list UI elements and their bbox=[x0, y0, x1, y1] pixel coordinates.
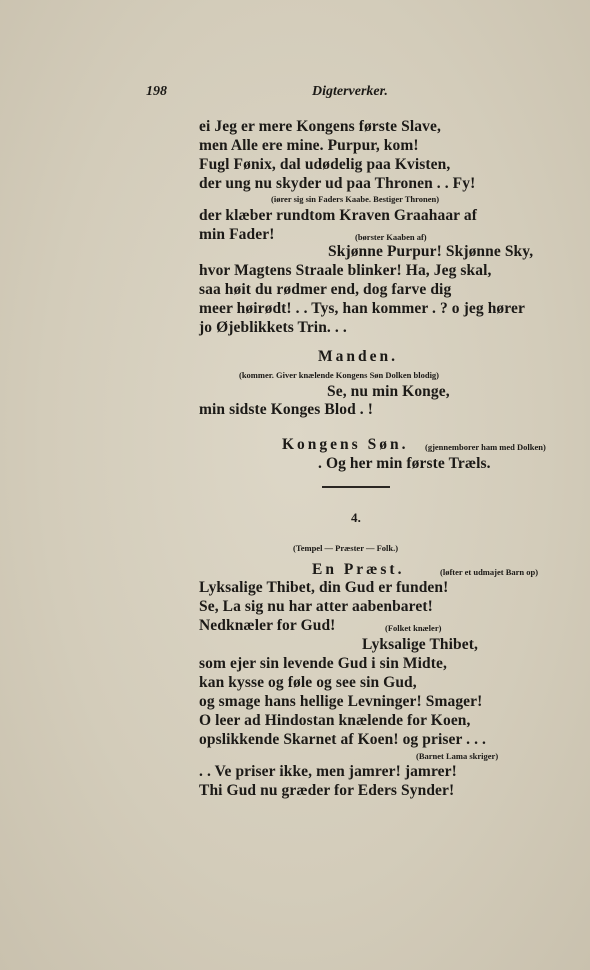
stage-direction: (løfter et udmajet Barn op) bbox=[440, 567, 539, 577]
verse-line: kan kysse og føle og see sin Gud, bbox=[199, 674, 417, 691]
verse-line: . . Ve priser ikke, men jamrer! jamrer! bbox=[199, 763, 457, 780]
verse-line: men Alle ere mine. Purpur, kom! bbox=[199, 137, 419, 154]
page-number: 198 bbox=[146, 84, 167, 99]
stage-direction: (kommer. Giver knælende Kongens Søn Dolken blodig) bbox=[239, 370, 440, 380]
verse-line: min sidste Konges Blod . ! bbox=[199, 401, 373, 418]
verse-line: opslikkende Skarnet af Koen! og priser . . . bbox=[199, 731, 487, 748]
verse-line: Fugl Fønix, dal udødelig paa Kvisten, bbox=[199, 156, 451, 173]
running-title: Digterverker. bbox=[312, 84, 388, 99]
verse-line: Nedknæler for Gud! bbox=[199, 617, 336, 634]
verse-line: og smage hans hellige Levninger! Smager! bbox=[199, 693, 483, 710]
stage-direction: (Folket knæler) bbox=[385, 623, 442, 633]
verse-line: Se, nu min Konge, bbox=[327, 383, 450, 400]
speaker-name: En Præst. bbox=[312, 561, 405, 578]
section-divider bbox=[322, 486, 390, 488]
section-number: 4. bbox=[351, 510, 361, 525]
verse-line: jo Øjeblikkets Trin. . . bbox=[199, 319, 347, 336]
stage-direction: (iører sig sin Faders Kaabe. Bestiger Thronen) bbox=[271, 194, 440, 204]
speaker-name: Kongens Søn. bbox=[282, 436, 409, 453]
verse-line: der ung nu skyder ud paa Thronen . . Fy! bbox=[199, 175, 476, 192]
verse-line: der klæber rundtom Kraven Graahaar af bbox=[199, 207, 477, 224]
stage-direction: (Barnet Lama skriger) bbox=[416, 751, 499, 761]
verse-line: Se, La sig nu har atter aabenbaret! bbox=[199, 598, 433, 615]
verse-line: ei Jeg er mere Kongens første Slave, bbox=[199, 118, 441, 135]
stage-direction: (børster Kaaben af) bbox=[355, 232, 427, 242]
stage-direction: (gjennemborer ham med Dolken) bbox=[425, 442, 546, 452]
verse-line: Lyksalige Thibet, din Gud er funden! bbox=[199, 579, 449, 596]
verse-line: min Fader! bbox=[199, 226, 275, 243]
speaker-name: Manden. bbox=[318, 348, 398, 365]
verse-line: Lyksalige Thibet, bbox=[362, 636, 478, 653]
scene-setting: (Tempel — Præster — Folk.) bbox=[293, 543, 399, 553]
verse-line: Thi Gud nu græder for Eders Synder! bbox=[199, 782, 455, 799]
verse-line: hvor Magtens Straale blinker! Ha, Jeg skal, bbox=[199, 262, 492, 279]
verse-line: saa høit du rødmer end, dog farve dig bbox=[199, 281, 452, 298]
verse-line: Skjønne Purpur! Skjønne Sky, bbox=[328, 243, 534, 260]
verse-line: meer høirødt! . . Tys, han kommer . ? o jeg hører bbox=[199, 300, 525, 317]
verse-line: O leer ad Hindostan knælende for Koen, bbox=[199, 712, 471, 729]
verse-line: . Og her min første Træls. bbox=[318, 455, 491, 472]
verse-line: som ejer sin levende Gud i sin Midte, bbox=[199, 655, 447, 672]
